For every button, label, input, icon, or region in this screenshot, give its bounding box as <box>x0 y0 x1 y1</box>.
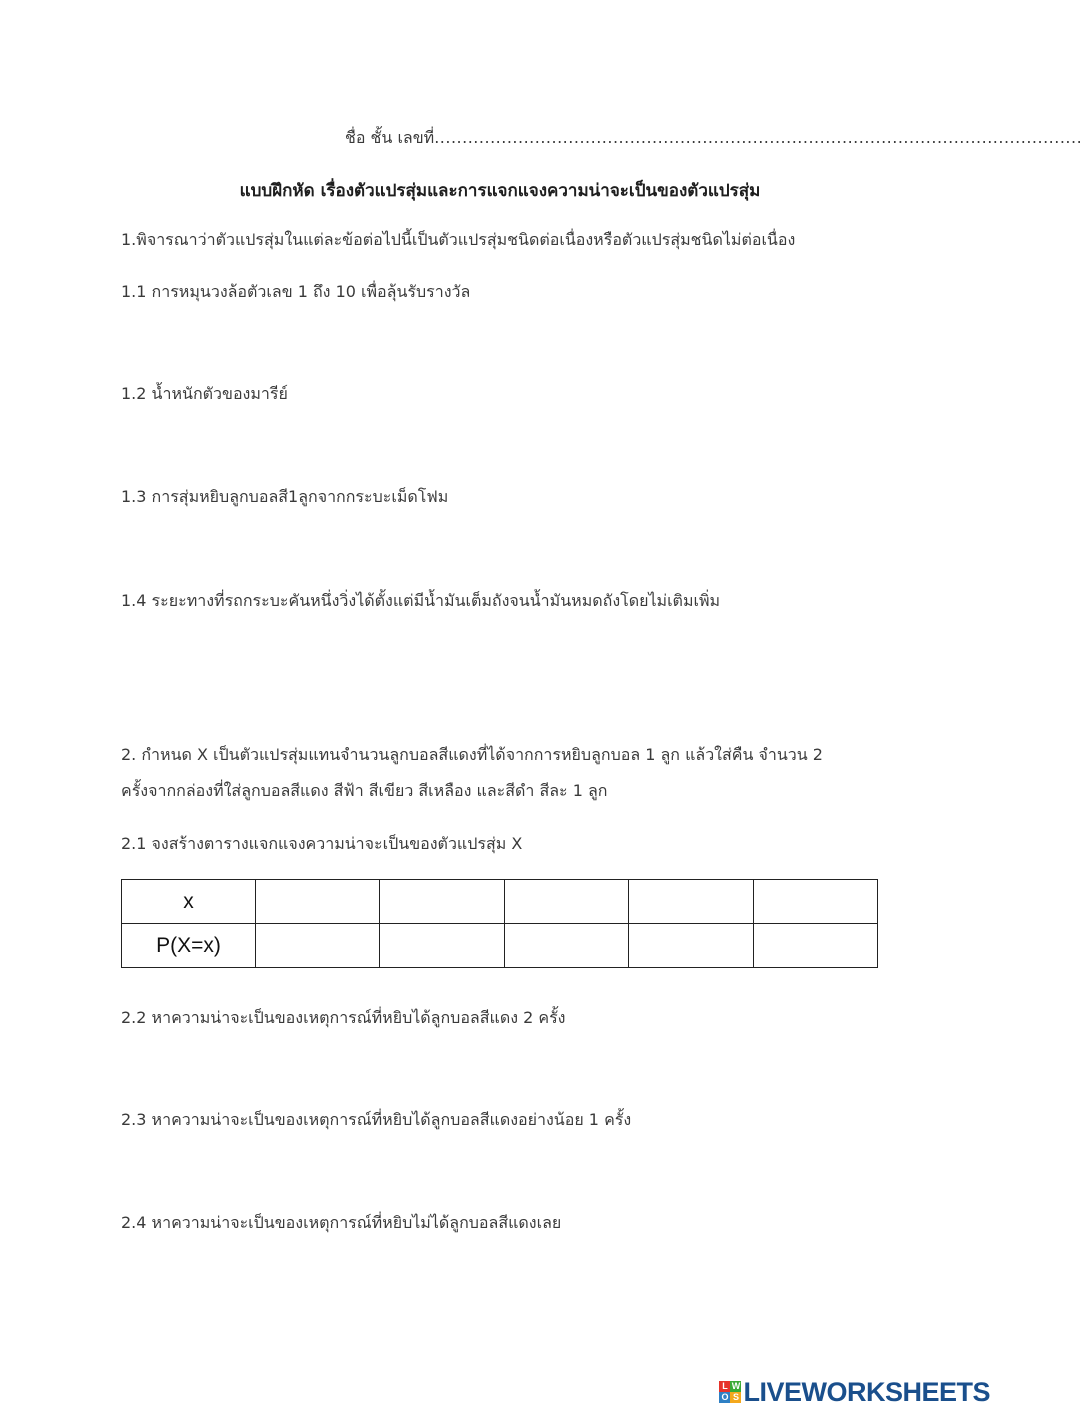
logo-tile: O <box>721 1392 729 1402</box>
table-cell-x-3[interactable] <box>504 880 628 924</box>
section2-prompt-line2: ครั้งจากกล่องที่ใส่ลูกบอลสีแดง สีฟ้า สีเขียว สีเหลือง และสีดำ สีละ 1 ลูก <box>121 781 608 800</box>
table-cell-p-3[interactable] <box>504 924 628 968</box>
table-row-x <box>122 880 878 924</box>
question-2-3: 2.3 หาความน่าจะเป็นของเหตุการณ์ที่หยิบได้ลูกบอลสีแดงอย่างน้อย 1 ครั้ง <box>121 1110 632 1129</box>
table-cell-x-1[interactable] <box>256 880 380 924</box>
logo-tile: W <box>731 1381 741 1391</box>
student-info-label: ชื่อ ชั้น เลขที่ <box>345 128 435 147</box>
table-cell-x-4[interactable] <box>629 880 753 924</box>
liveworksheets-brand <box>719 1377 990 1407</box>
question-2-1: 2.1 จงสร้างตารางแจกแจงความน่าจะเป็นของตัวแปรสุ่ม X <box>121 834 523 853</box>
table-header-probability: P(X=x) <box>122 924 256 968</box>
question-2-2: 2.2 หาความน่าจะเป็นของเหตุการณ์ที่หยิบได้ลูกบอลสีแดง 2 ครั้ง <box>121 1008 566 1027</box>
question-1-4: 1.4 ระยะทางที่รถกระบะคันหนึ่งวิ่งได้ตั้งแต่มีน้ำมันเต็มถังจนน้ำมันหมดถังโดยไม่เติมเพิ่ม <box>121 591 721 610</box>
table-cell-x-2[interactable] <box>380 880 504 924</box>
table-cell-p-4[interactable] <box>629 924 753 968</box>
liveworksheets-wordmark: LIVEWORKSHEETS <box>743 1377 990 1407</box>
table-cell-p-2[interactable] <box>380 924 504 968</box>
section1-prompt: 1.พิจารณาว่าตัวแปรสุ่มในแต่ละข้อต่อไปนี้เป็นตัวแปรสุ่มชนิดต่อเนื่องหรือตัวแปรสุ่มชนิดไม่ต่อเนื่อง <box>121 230 796 249</box>
question-1-1: 1.1 การหมุนวงล้อตัวเลข 1 ถึง 10 เพื่อลุ้นรับรางวัล <box>121 282 471 301</box>
table-row-probability <box>122 924 878 968</box>
student-info-line <box>345 127 1082 149</box>
table-cell-p-1[interactable] <box>256 924 380 968</box>
table-header-x: x <box>122 880 256 924</box>
student-info-blank[interactable]: .................................................................................................................... <box>434 128 1082 147</box>
question-1-2: 1.2 น้ำหนักตัวของมารีย์ <box>121 384 288 403</box>
question-1-3: 1.3 การสุ่มหยิบลูกบอลสี1ลูกจากกระบะเม็ดโฟม <box>121 487 449 506</box>
liveworksheets-logo-icon <box>719 1381 741 1403</box>
logo-tile: S <box>730 1392 741 1403</box>
logo-tile: L <box>719 1381 730 1392</box>
worksheet-title: แบบฝึกหัด เรื่องตัวแปรสุ่มและการแจกแจงความน่าจะเป็นของตัวแปรสุ่ม <box>239 181 761 201</box>
question-2-4: 2.4 หาความน่าจะเป็นของเหตุการณ์ที่หยิบไม่ได้ลูกบอลสีแดงเลย <box>121 1213 562 1232</box>
table-cell-x-5[interactable] <box>753 880 877 924</box>
table-cell-p-5[interactable] <box>753 924 877 968</box>
section2-prompt-line1: 2. กำหนด X เป็นตัวแปรสุ่มแทนจำนวนลูกบอลสีแดงที่ได้จากการหยิบลูกบอล 1 ลูก แล้วใส่คืน จำนวน 2 <box>121 745 823 764</box>
probability-distribution-table <box>121 879 878 968</box>
